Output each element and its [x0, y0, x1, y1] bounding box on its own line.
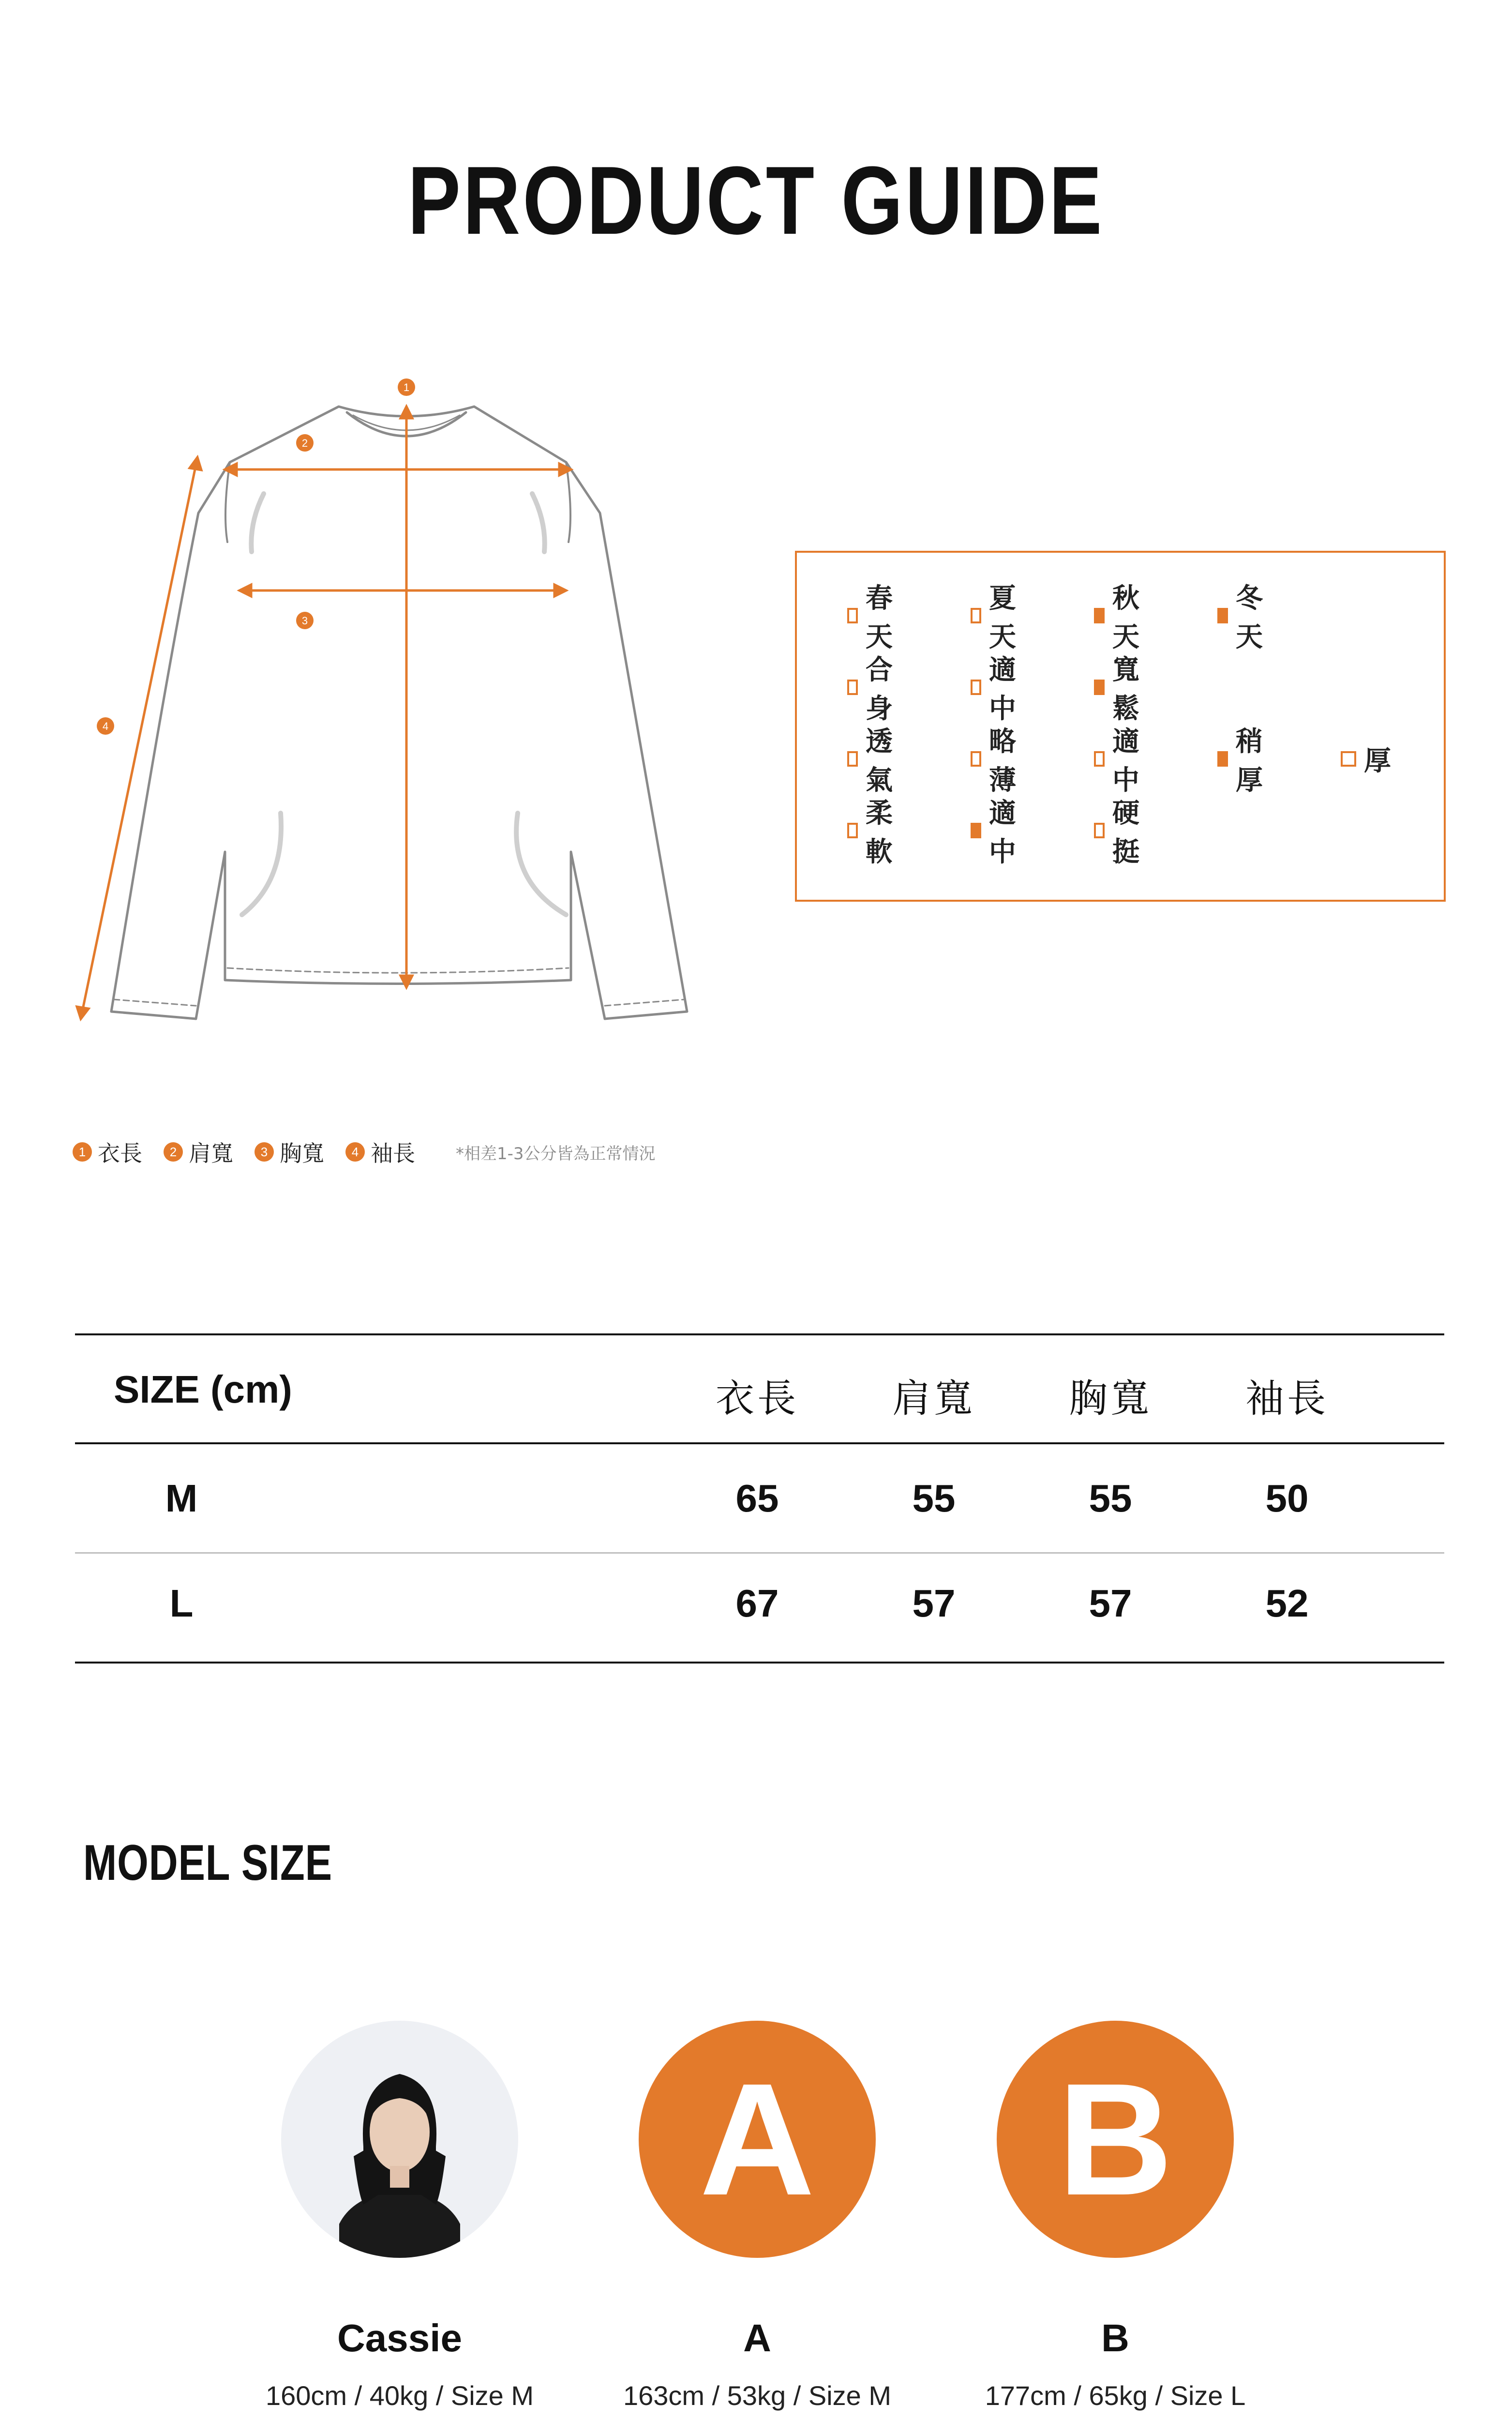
- checkbox-checked-icon: [1217, 608, 1228, 623]
- checkbox-checked-icon: [1094, 608, 1105, 623]
- model-card: [931, 2021, 1299, 2411]
- attr-item: [1094, 583, 1146, 653]
- value-cell: 57: [1089, 1582, 1132, 1625]
- measurement-legend: [73, 1133, 656, 1171]
- legend-item: [345, 1136, 415, 1168]
- attr-label: 略薄: [989, 726, 1018, 796]
- table-divider: [75, 1333, 1444, 1335]
- page-title: PRODUCT GUIDE: [407, 147, 1105, 255]
- checkbox-checked-icon: [1217, 751, 1228, 767]
- model-name: A: [743, 2316, 771, 2360]
- svg-text:1: 1: [403, 381, 410, 393]
- legend-number: 3: [254, 1142, 274, 1162]
- value-cell: 57: [912, 1582, 956, 1625]
- attr-label: 透氣: [866, 726, 895, 796]
- attr-label: 冬天: [1236, 583, 1265, 653]
- model-card: [216, 2021, 584, 2411]
- attr-label: 寬鬆: [1112, 654, 1141, 725]
- checkbox-icon: [847, 680, 858, 695]
- model-spec: 160cm / 40kg / Size M: [265, 2380, 534, 2411]
- checkbox-icon: [847, 751, 858, 767]
- model-spec: 177cm / 65kg / Size L: [985, 2380, 1246, 2411]
- legend-number: 2: [164, 1142, 183, 1162]
- svg-text:4: 4: [102, 720, 109, 732]
- checkbox-icon: [847, 608, 858, 623]
- attr-label: 適中: [1112, 726, 1141, 796]
- table-header-cell: 衣長: [716, 1376, 799, 1421]
- model-avatar: [281, 2021, 518, 2258]
- value-cell: 67: [735, 1582, 779, 1625]
- attr-item: [1094, 726, 1146, 796]
- value-cell: 52: [1265, 1582, 1309, 1625]
- value-cell: 50: [1265, 1477, 1309, 1520]
- attr-label: 秋天: [1112, 583, 1141, 653]
- size-cell: M: [165, 1477, 198, 1520]
- value-cell: 65: [735, 1477, 779, 1520]
- marker-1: [398, 378, 415, 396]
- attr-label: 柔軟: [866, 798, 895, 868]
- attribute-box: [795, 551, 1446, 902]
- attr-label: 稍厚: [1236, 726, 1265, 796]
- checkbox-icon: [1094, 823, 1105, 838]
- legend-label: 胸寬: [280, 1140, 324, 1166]
- attr-label: 適中: [989, 654, 1018, 725]
- checkbox-checked-icon: [1094, 680, 1105, 695]
- legend-label: 衣長: [98, 1140, 142, 1166]
- value-cell: 55: [1089, 1477, 1132, 1520]
- model-spec: 163cm / 53kg / Size M: [623, 2380, 891, 2411]
- model-avatar: B: [997, 2021, 1234, 2258]
- table-divider: [75, 1442, 1444, 1444]
- attr-item: [847, 726, 899, 796]
- attr-label: 厚: [1364, 745, 1393, 777]
- checkbox-icon: [971, 680, 981, 695]
- attr-item: [1217, 583, 1270, 653]
- legend-label: 肩寬: [189, 1140, 233, 1166]
- legend-item: [254, 1136, 324, 1168]
- size-cell: L: [169, 1582, 194, 1625]
- attr-item: [971, 726, 1023, 796]
- table-divider: [75, 1552, 1444, 1554]
- legend-number: 1: [73, 1142, 92, 1162]
- marker-4: [97, 717, 114, 735]
- table-header-cell: 肩寬: [892, 1376, 975, 1421]
- checkbox-icon: [971, 608, 981, 623]
- attr-item: [847, 654, 899, 725]
- attr-label: 適中: [989, 798, 1018, 868]
- attr-item: [1217, 726, 1270, 796]
- garment-outline: [111, 407, 687, 1019]
- attr-item: [971, 654, 1023, 725]
- checkbox-icon: [1341, 751, 1356, 767]
- attr-item: [1094, 798, 1146, 868]
- model-avatar: A: [639, 2021, 876, 2258]
- table-header-cell: 袖長: [1245, 1376, 1329, 1421]
- checkbox-icon: [1094, 751, 1105, 767]
- model-card: [573, 2021, 941, 2411]
- table-divider: [75, 1662, 1444, 1664]
- legend-label: 袖長: [371, 1140, 415, 1166]
- attr-item: [847, 583, 899, 653]
- marker-3: [296, 612, 314, 629]
- garment-diagram: [58, 368, 735, 1055]
- attr-label: 合身: [866, 654, 895, 725]
- checkbox-icon: [847, 823, 858, 838]
- marker-2: [296, 434, 314, 452]
- legend-number: 4: [345, 1142, 365, 1162]
- svg-text:2: 2: [301, 437, 308, 449]
- attr-label: 硬挺: [1112, 798, 1141, 868]
- attr-label: 春天: [866, 583, 895, 653]
- value-cell: 55: [912, 1477, 956, 1520]
- tolerance-note: *相差1-3公分皆為正常情況: [456, 1144, 656, 1164]
- attr-item: [1341, 740, 1393, 778]
- svg-text:3: 3: [301, 615, 308, 627]
- attr-item: [1094, 654, 1146, 725]
- legend-item: [164, 1136, 233, 1168]
- attr-item: [971, 798, 1023, 868]
- size-header-label: SIZE (cm): [114, 1368, 292, 1411]
- legend-item: [73, 1136, 142, 1168]
- table-header-cell: 胸寬: [1069, 1376, 1152, 1421]
- attr-label: 夏天: [989, 583, 1018, 653]
- model-name: B: [1101, 2316, 1129, 2360]
- model-name: Cassie: [337, 2316, 462, 2360]
- attr-item: [971, 583, 1023, 653]
- attr-item: [847, 798, 899, 868]
- section-title: MODEL SIZE: [83, 1835, 332, 1891]
- model-photo: [281, 2021, 518, 2258]
- checkbox-icon: [971, 751, 981, 767]
- checkbox-checked-icon: [971, 823, 981, 838]
